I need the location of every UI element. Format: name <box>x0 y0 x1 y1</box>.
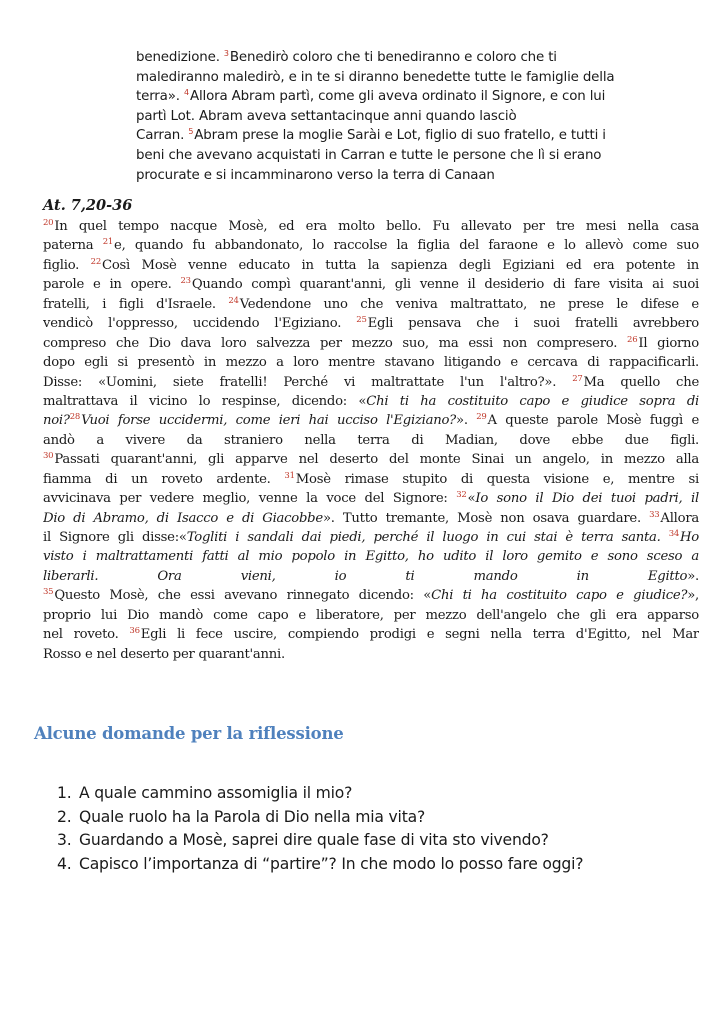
verse-number: 28 <box>69 412 81 423</box>
text-run: In quel tempo nacque Mosè, ed era molto bello. Fu allevato per tre mesi nella casa <box>54 219 699 234</box>
quoted-speech: Chi ti ha costituito capo e giudice? <box>431 588 688 604</box>
text-run: e, quando fu abbandonato, lo raccolse la figlia del faraone e lo allevò come suo <box>114 238 699 254</box>
text-run: Disse: «Uomini, siete fratelli! Perché vi maltrattate l'un l'altro?». <box>43 374 573 390</box>
verse-number: 4 <box>183 88 189 98</box>
acts-line <box>43 489 699 508</box>
verse-number: 32 <box>456 490 467 501</box>
text-run: Abram prese la moglie Sarài e Lot, figlio di suo fratello, e tutti i <box>194 128 606 144</box>
text-run: Allora Abram partì, come gli aveva ordinato il Signore, e con lui <box>189 89 606 105</box>
text-run: A queste parole Mosè fuggì e <box>487 413 699 429</box>
acts-line <box>43 470 699 489</box>
acts-passage <box>43 217 699 664</box>
quoted-speech: Ho <box>680 530 699 545</box>
quoted-speech: Togliti i sandali dai piedi, perché il luogo in cui stai è terra santa. <box>186 530 669 545</box>
verse-number: 22 <box>90 256 101 267</box>
acts-line <box>43 353 699 372</box>
genesis-line <box>136 107 676 127</box>
reflection-heading: Alcune domande per la riflessione <box>34 724 344 743</box>
acts-line <box>43 411 699 430</box>
text-run: Questo Mosè, che essi avevano rinnegato dicendo: « <box>54 588 432 604</box>
text-run: Benedirò coloro che ti benediranno e coloro che ti <box>229 50 557 65</box>
acts-line <box>43 295 699 314</box>
genesis-line <box>136 68 676 88</box>
acts-line <box>43 392 699 411</box>
verse-number: 20 <box>43 218 54 228</box>
question-text: Guardando a Mosè, saprei dire quale fase di vita sto vivendo? <box>79 831 549 849</box>
verse-number: 26 <box>627 334 638 345</box>
text-run: fiamma di un roveto ardente. <box>43 471 285 487</box>
text-run: malediranno maledirò, e in te si diranno benedette tutte le famiglie della <box>136 69 615 85</box>
verse-number: 21 <box>102 237 114 248</box>
genesis-passage <box>136 48 676 185</box>
question-text: Capisco l’importanza di “partire”? In che modo lo posso fare oggi? <box>79 854 584 873</box>
text-run: maltrattava il vicino lo respinse, dicendo: « <box>43 393 367 409</box>
text-run: avvicinava per vedere meglio, venne la voce del Signore: <box>43 491 457 507</box>
acts-line <box>43 314 699 333</box>
genesis-line <box>136 166 676 186</box>
question-item <box>57 829 583 853</box>
text-run: Vedendone uno che veniva maltrattato, ne prese le difese e <box>239 296 699 312</box>
reflection-questions <box>57 782 583 876</box>
verse-number: 35 <box>43 587 54 598</box>
text-run: figlio. <box>43 257 91 273</box>
genesis-line <box>136 48 676 68</box>
question-item <box>57 853 583 877</box>
verse-number: 24 <box>228 295 239 306</box>
quoted-speech: noi? <box>43 413 70 429</box>
verse-number: 30 <box>43 451 54 462</box>
acts-line <box>43 334 699 353</box>
question-item <box>57 782 583 806</box>
text-run: procurate e si incamminarono verso la terra di Canaan <box>136 167 495 183</box>
text-run: Ma quello che <box>583 374 699 390</box>
acts-line <box>43 567 699 586</box>
text-run: Il giorno <box>638 335 699 351</box>
verse-number: 27 <box>572 373 583 384</box>
text-run: Mosè rimase stupito di questa visione e, mentre si <box>295 471 699 487</box>
acts-reference: At. 7,20-36 <box>43 197 133 214</box>
text-run: « <box>467 491 476 507</box>
quoted-speech: Io sono il Dio dei tuoi padri, il <box>475 491 699 507</box>
acts-line <box>43 528 699 547</box>
text-run: Quando compì quarant'anni, gli venne il desiderio di fare visita ai suoi <box>191 277 699 293</box>
acts-line <box>43 645 699 664</box>
verse-number: 3 <box>223 49 229 58</box>
text-run: benedizione. <box>136 50 224 65</box>
text-run: Così Mosè venne educato in tutta la sapienza degli Egiziani ed era potente in <box>102 257 699 273</box>
question-number: 4. <box>57 854 72 873</box>
quoted-speech: liberarli. Ora vieni, io ti mando in Egitto <box>43 568 688 584</box>
text-run: fratelli, i figli d'Israele. <box>43 296 229 312</box>
text-run: partì Lot. Abram aveva settantacinque anni quando lasciò <box>136 108 517 124</box>
verse-number: 25 <box>356 315 367 326</box>
acts-line <box>43 236 699 255</box>
acts-line <box>43 509 699 528</box>
question-number: 1. <box>57 784 72 802</box>
text-run: proprio lui Dio mandò come capo e liberatore, per mezzo dell'angelo che gli era apparso <box>43 607 699 623</box>
question-number: 2. <box>57 807 72 826</box>
acts-line <box>43 217 699 236</box>
text-run: il Signore gli disse:« <box>43 530 187 545</box>
quoted-speech: Dio di Abramo, di Isacco e di Giacobbe <box>43 510 323 526</box>
genesis-line <box>136 126 676 146</box>
question-item <box>57 806 583 830</box>
genesis-line <box>136 87 676 107</box>
acts-line <box>43 373 699 392</box>
text-run: Rosso e nel deserto per quarant'anni. <box>43 646 285 662</box>
text-run: ». <box>456 413 477 429</box>
text-run: andò a vivere da straniero nella terra di Madian, dove ebbe due figli. <box>43 432 699 448</box>
text-run: paterna <box>43 238 103 254</box>
verse-number: 34 <box>668 529 680 539</box>
text-run: beni che avevano acquistati in Carran e tutte le persone che lì si erano <box>136 147 602 163</box>
quoted-speech: visto i maltrattamenti fatti al mio popolo in Egitto, ho udito il loro gemito e sono sceso a <box>43 549 699 565</box>
text-run: Allora <box>660 510 699 526</box>
acts-line <box>43 275 699 294</box>
text-run: dopo egli si presentò in mezzo a loro mentre stavano litigando e cercava di rappacificarli. <box>43 355 699 371</box>
acts-line <box>43 450 699 469</box>
verse-number: 36 <box>129 626 140 637</box>
text-run: parole e in opere. <box>43 277 181 293</box>
text-run: Carran. <box>136 128 189 144</box>
acts-line <box>43 431 699 450</box>
acts-line <box>43 586 699 605</box>
verse-number: 31 <box>284 470 295 481</box>
text-run: », <box>687 588 699 604</box>
genesis-line <box>136 146 676 166</box>
verse-number: 23 <box>180 276 191 287</box>
quoted-speech: Chi ti ha costituito capo e giudice sopra di <box>366 393 699 409</box>
acts-line <box>43 606 699 625</box>
quoted-speech: Vuoi forse uccidermi, come ieri hai ucciso l'Egiziano? <box>81 413 456 429</box>
text-run: Egli pensava che i suoi fratelli avrebbero <box>367 316 699 332</box>
text-run: ». <box>687 568 699 584</box>
verse-number: 5 <box>188 127 194 137</box>
acts-line <box>43 625 699 644</box>
question-text: A quale cammino assomiglia il mio? <box>79 784 353 802</box>
verse-number: 29 <box>476 412 487 423</box>
text-run: Egli li fece uscire, compiendo prodigi e segni nella terra d'Egitto, nel Mar <box>140 627 699 643</box>
text-run: terra». <box>136 89 184 105</box>
text-run: compreso che Dio dava loro salvezza per mezzo suo, ma essi non compresero. <box>43 335 628 351</box>
verse-number: 33 <box>649 509 660 520</box>
question-number: 3. <box>57 831 72 849</box>
acts-line <box>43 547 699 566</box>
question-text: Quale ruolo ha la Parola di Dio nella mia vita? <box>79 807 426 826</box>
text-run: nel roveto. <box>43 627 130 643</box>
acts-line <box>43 256 699 275</box>
text-run: ». Tutto tremante, Mosè non osava guardare. <box>322 510 650 526</box>
text-run: vendicò l'oppresso, uccidendo l'Egiziano. <box>43 316 357 332</box>
text-run: Passati quarant'anni, gli apparve nel deserto del monte Sinai un angelo, in mezzo alla <box>54 452 699 468</box>
